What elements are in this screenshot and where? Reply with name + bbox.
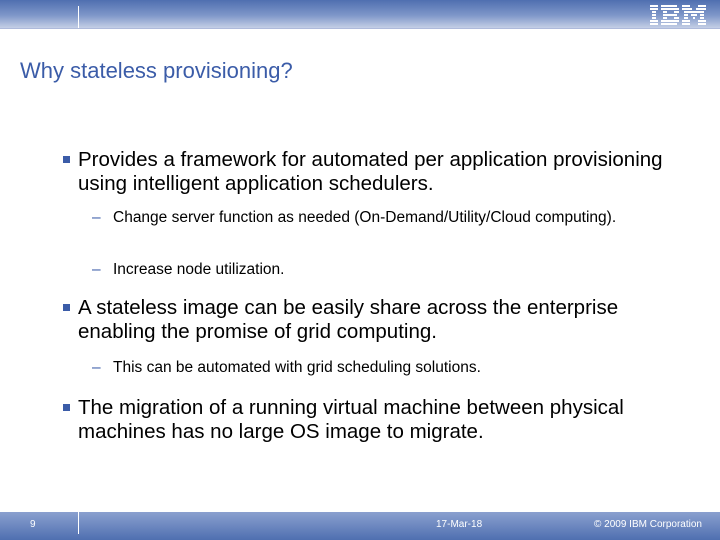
header-band <box>0 0 720 28</box>
slide-title: Why stateless provisioning? <box>20 58 293 83</box>
dash-icon: – <box>92 359 101 376</box>
dash-icon: – <box>92 209 101 226</box>
sub-bullet-1-2 <box>92 260 693 280</box>
square-bullet-icon <box>63 156 70 163</box>
ibm-logo-icon <box>646 2 710 28</box>
sub-bullet-2-1-text: This can be automated with grid scheduling solutions. <box>113 359 481 376</box>
square-bullet-icon <box>63 304 70 311</box>
sub-bullet-1-1-text: Change server function as needed (On-Demand/Utility/Cloud computing). <box>113 209 617 226</box>
sub-bullet-1-1 <box>92 208 693 228</box>
footer-tick <box>78 512 79 534</box>
bullet-3 <box>78 396 698 444</box>
header-tick <box>78 6 79 28</box>
sub-bullet-2-1 <box>92 358 693 378</box>
bullet-1-text: Provides a framework for automated per application provisioning using intelligent application schedulers. <box>78 148 663 195</box>
dash-icon: – <box>92 261 101 278</box>
square-bullet-icon <box>63 404 70 411</box>
page-number: 9 <box>30 519 36 530</box>
footer-date: 17-Mar-18 <box>436 519 483 530</box>
sub-bullet-1-2-text: Increase node utilization. <box>113 261 285 278</box>
footer-copyright: © 2009 IBM Corporation <box>594 519 702 530</box>
bullet-2 <box>78 296 698 344</box>
bullet-1 <box>78 148 698 196</box>
bullet-3-text: The migration of a running virtual machine between physical machines has no large OS image to migrate. <box>78 396 624 443</box>
bullet-2-text: A stateless image can be easily share across the enterprise enabling the promise of grid computing. <box>78 296 619 343</box>
header-divider <box>0 28 720 29</box>
